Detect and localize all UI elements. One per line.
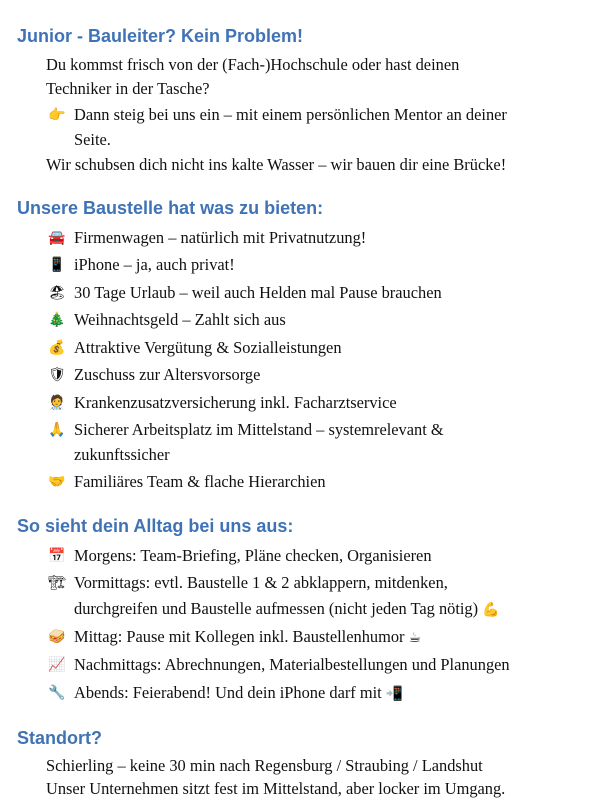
phone-icon: 📱 (48, 257, 66, 273)
beach-icon: 🏖 (48, 285, 66, 301)
health-worker-icon: 🧑‍⚕️ (48, 395, 66, 411)
flexed-biceps-icon: 💪 (482, 602, 500, 618)
shield-icon: 🛡 (48, 367, 66, 383)
location-line-2: Unser Unternehmen sitzt fest im Mittelstand, aber locker im Umgang. (46, 779, 506, 798)
routine-item: Vormittags: evtl. Baustelle 1 & 2 abklappern, mitdenken, (74, 573, 448, 592)
heading-junior-bauleiter: Junior - Bauleiter? Kein Problem! (17, 26, 304, 46)
benefit-item: Familiäres Team & flache Hierarchien (74, 472, 326, 491)
benefit-item: Attraktive Vergütung & Sozialleistungen (74, 338, 342, 357)
routine-item (74, 683, 403, 704)
benefit-item: Sicherer Arbeitsplatz im Mittelstand – systemrelevant & (74, 420, 444, 439)
routine-item-text: Mittag: Pause mit Kollegen inkl. Baustellenhumor (74, 627, 405, 646)
benefit-item: Firmenwagen – natürlich mit Privatnutzung! (74, 228, 367, 247)
routine-item-continued (74, 599, 500, 620)
benefit-item: Krankenzusatzversicherung inkl. Facharztservice (74, 393, 397, 412)
chart-increasing-icon: 📈 (48, 657, 66, 673)
pointing-hand-icon: 👉 (48, 107, 66, 123)
sandwich-icon: 🥪 (48, 629, 66, 645)
handshake-icon: 🤝 (48, 474, 66, 490)
heading-location: Standort? (17, 728, 102, 748)
benefit-item: iPhone – ja, auch privat! (74, 255, 235, 274)
crane-icon: 🏗 (48, 575, 66, 591)
benefit-item: 30 Tage Urlaub – weil auch Helden mal Pause brauchen (74, 283, 442, 302)
car-icon: 🚘 (48, 230, 66, 246)
location-line-1: Schierling – keine 30 min nach Regensburg / Straubing / Landshut (46, 756, 483, 775)
intro-line-5: Wir schubsen dich nicht ins kalte Wasser – wir bauen dir eine Brücke! (46, 155, 507, 174)
folded-hands-icon: 🙏 (48, 422, 66, 438)
intro-line-2: Techniker in der Tasche? (46, 79, 210, 98)
heading-benefits: Unsere Baustelle hat was zu bieten: (17, 198, 324, 218)
intro-line-4: Seite. (74, 130, 111, 149)
routine-item-text: Abends: Feierabend! Und dein iPhone darf mit (74, 683, 382, 702)
calendar-icon: 📅 (48, 548, 66, 564)
intro-line-3: Dann steig bei uns ein – mit einem persönlichen Mentor an deiner (74, 105, 507, 124)
routine-item: Morgens: Team-Briefing, Pläne checken, Organisieren (74, 546, 432, 565)
christmas-tree-icon: 🎄 (48, 312, 66, 328)
benefit-item: Weihnachtsgeld – Zahlt sich aus (74, 310, 286, 329)
wrench-icon: 🔧 (48, 685, 66, 701)
mobile-arrow-icon: 📲 (385, 686, 404, 702)
routine-item (74, 627, 421, 648)
benefit-item: Zuschuss zur Altersvorsorge (74, 365, 261, 384)
routine-item-continued-text: durchgreifen und Baustelle aufmessen (nicht jeden Tag nötig) (74, 599, 479, 618)
intro-line-1: Du kommst frisch von der (Fach-)Hochschule oder hast deinen (46, 55, 460, 74)
coffee-icon: ☕ (408, 630, 422, 646)
money-bag-icon: 💰 (48, 340, 66, 356)
benefit-item-continued: zukunftssicher (74, 445, 170, 464)
heading-daily-routine: So sieht dein Alltag bei uns aus: (17, 516, 294, 536)
routine-item: Nachmittags: Abrechnungen, Materialbestellungen und Planungen (74, 655, 510, 674)
